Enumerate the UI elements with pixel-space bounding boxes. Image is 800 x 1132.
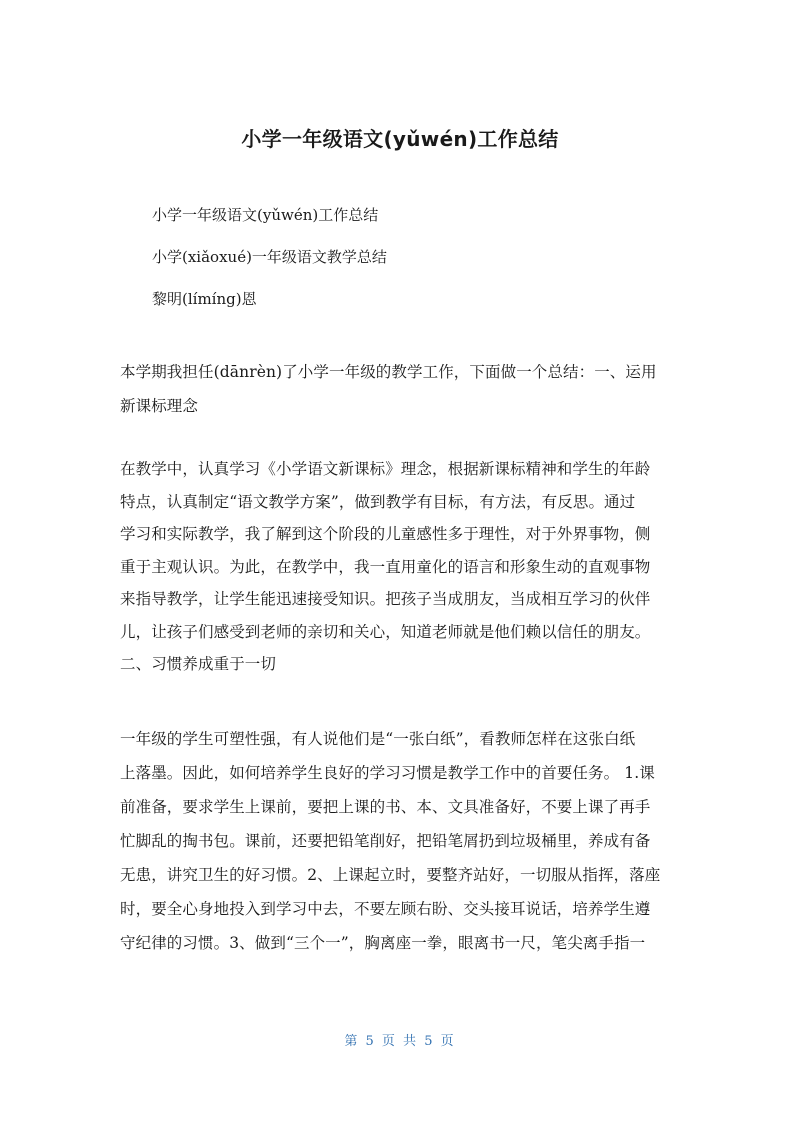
paragraph-line: 前准备，要求学生上课前，要把上课的书、本、文具准备好，不要上课了再手: [120, 798, 651, 816]
paragraph-teaching: [120, 453, 680, 681]
paragraph-line: 一年级的学生可塑性强，有人说他们是“一张白纸”，看教师怎样在这张白纸: [120, 730, 636, 748]
paragraph-line: 重于主观认识。为此，在教学中，我一直用童化的语言和形象生动的直观事物: [120, 557, 651, 576]
paragraph-line: 忙脚乱的掏书包。课前，还要把铅笔削好，把铅笔屑扔到垃圾桶里，养成有备: [120, 832, 651, 850]
paragraph-habits: [120, 722, 680, 960]
paragraph-line: 来指导教学，让学生能迅速接受知识。把孩子当成朋友，当成相互学习的伙伴: [120, 590, 651, 608]
paragraph-line: 在教学中，认真学习《小学语文新课标》理念，根据新课标精神和学生的年龄: [120, 460, 651, 478]
document-title: 小学一年级语文(yǔwén)工作总结: [241, 127, 559, 151]
paragraph-line: 上落墨。因此，如何培养学生良好的学习习惯是教学工作中的首要任务。 1.课: [120, 764, 655, 782]
paragraph-line: 无患，讲究卫生的好习惯。2、上课起立时，要整齐站好，一切服从指挥，落座: [120, 866, 661, 884]
intro-line-author: 黎明(límíng)恩: [152, 290, 257, 308]
page-number-footer: 第 5 页 共 5 页: [344, 1034, 456, 1049]
paragraph-line: 二、习惯养成重于一切: [120, 655, 277, 673]
paragraph-line: 新课标理念: [120, 397, 199, 415]
paragraph-line: 守纪律的习惯。3、做到“三个一”，胸离座一拳，眼离书一尺，笔尖离手指一: [120, 934, 646, 952]
paragraph-line: 儿，让孩子们感受到老师的亲切和关心，知道老师就是他们赖以信任的朋友。: [120, 622, 651, 641]
intro-line-summary-title: 小学(xiǎoxué)一年级语文教学总结: [152, 248, 387, 266]
paragraph-line: 时，要全心身地投入到学习中去，不要左顾右盼、交头接耳说话，培养学生遵: [120, 900, 651, 918]
paragraph-line: 学习和实际教学，我了解到这个阶段的儿童感性多于理性，对于外界事物，侧: [120, 525, 651, 543]
intro-line-subtitle: 小学一年级语文(yǔwén)工作总结: [152, 206, 379, 224]
paragraph-line: 本学期我担任(dānrèn)了小学一年级的教学工作，下面做一个总结：一、运用: [120, 363, 657, 381]
paragraph-line: 特点，认真制定“语文教学方案”，做到教学有目标，有方法，有反思。通过: [120, 492, 636, 511]
paragraph-intro: [120, 355, 680, 423]
